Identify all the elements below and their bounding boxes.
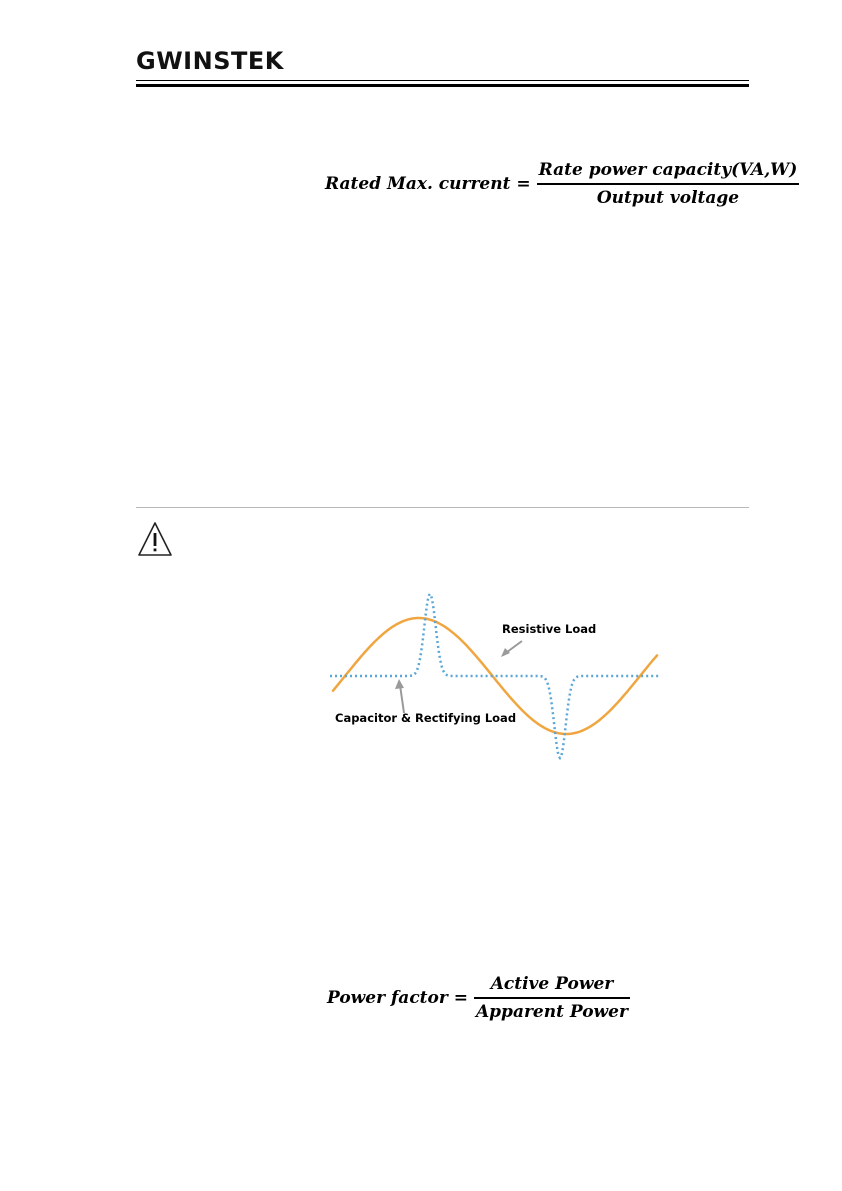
power-factor-formula [327,974,630,1022]
capacitor-load-wave [330,594,660,758]
formula-numerator: Active Power [490,974,614,994]
resistive-arrow-head [501,648,510,657]
formula-denominator: Apparent Power [475,1001,628,1022]
formula-fraction [537,160,800,208]
formula-fraction [474,974,630,1022]
resistive-load-label: Resistive Load [502,622,597,636]
max-current-formula [325,160,799,208]
waveform-diagram [325,585,665,760]
capacitor-load-label: Capacitor & Rectifying Load [335,711,517,725]
brand-logo: GWINSTEK [136,47,284,75]
formula-lhs: Power factor = [327,987,468,1008]
header-rule-thick [136,84,749,87]
formula-numerator: Rate power capacity(VA,W) [538,160,798,180]
header-rule-thin [136,80,749,81]
caution-separator [136,507,749,508]
formula-lhs: Rated Max. current = [325,173,531,194]
capacitor-arrow [400,685,404,713]
warning-triangle-icon [136,520,174,558]
capacitor-arrow-head [395,679,404,689]
formula-denominator: Output voltage [596,187,740,208]
